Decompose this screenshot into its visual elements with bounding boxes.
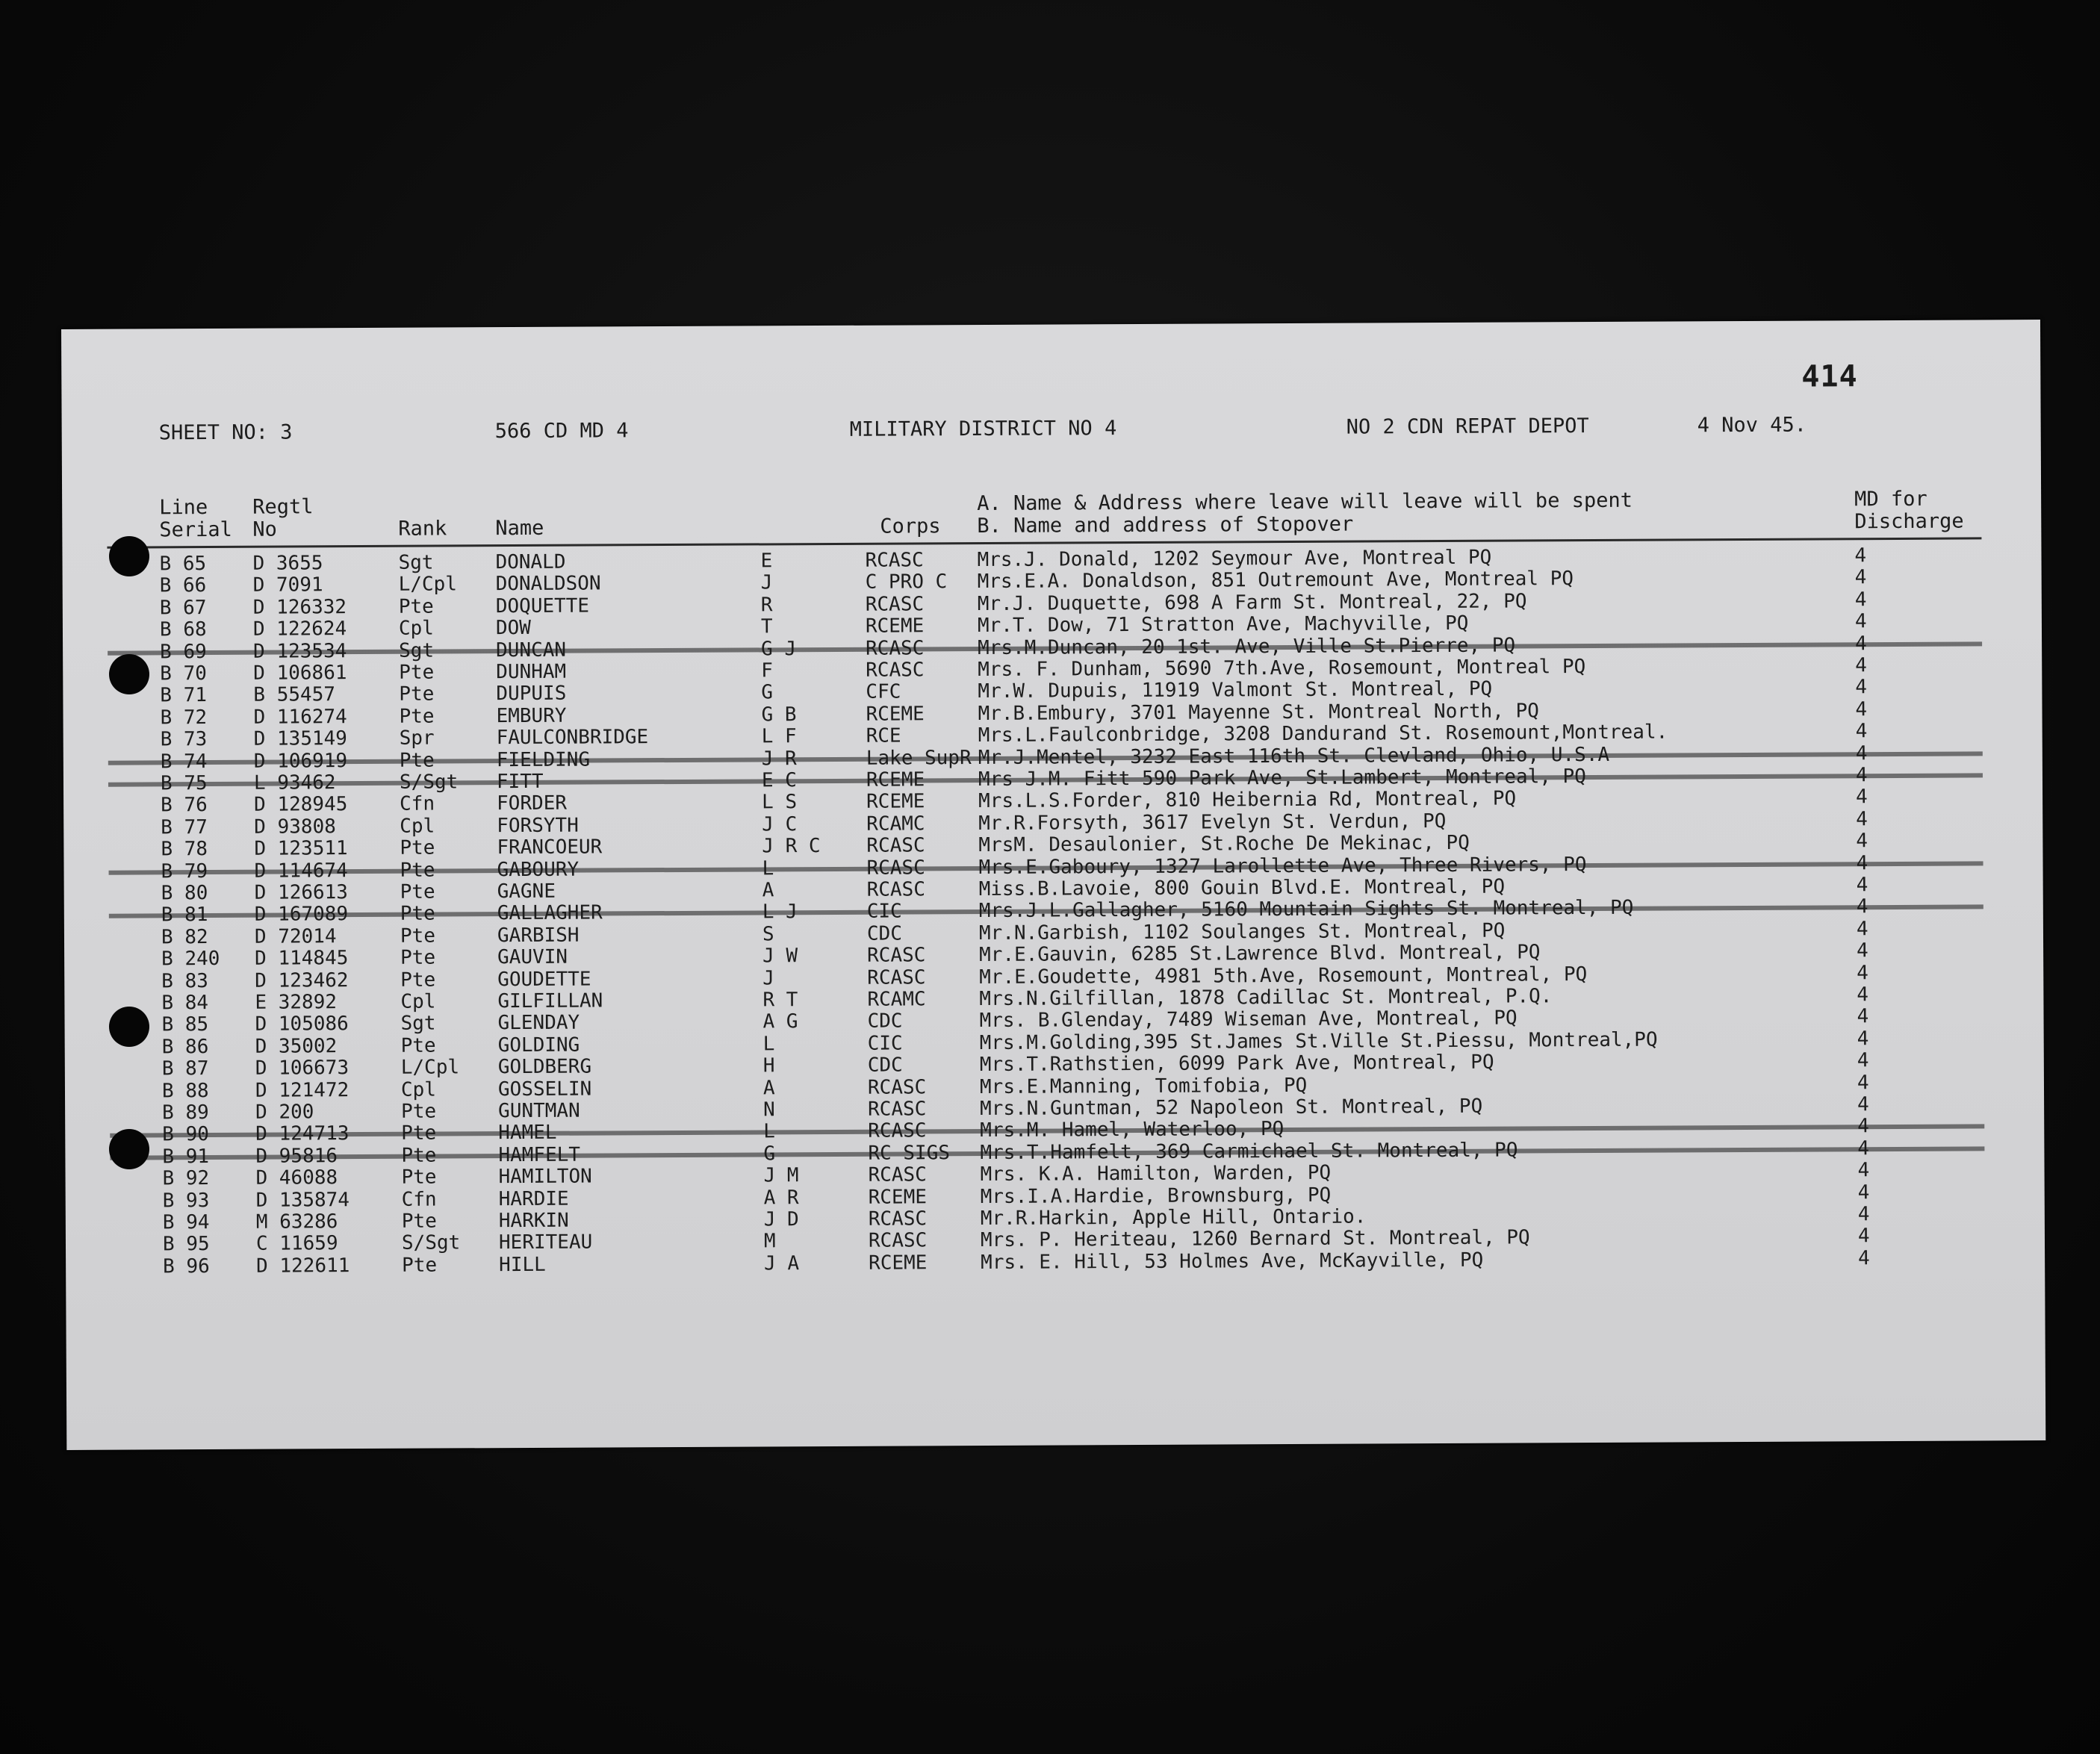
regtl-cell: M 63286 [255,1210,338,1234]
regtl-cell: D 121472 [255,1078,350,1102]
rank-cell: Pte [399,682,435,706]
regtl-cell: D 123462 [255,968,349,992]
rank-cell: Pte [400,836,435,859]
initials-cell: J R C [762,835,821,858]
punch-hole [109,1129,149,1169]
corps-cell: RCE [866,724,901,747]
address-cell: Mr.R.Harkin, Apple Hill, Ontario. [980,1205,1367,1230]
name-cell: DUNHAM [496,660,567,684]
corps-cell: RCAMC [867,988,926,1011]
rank-cell: Cpl [400,1078,437,1101]
regtl-cell: D 35002 [255,1035,338,1058]
regtl-cell: D 135874 [255,1188,350,1212]
name-cell: HARDIE [498,1187,569,1210]
initials-cell: H [762,1054,775,1077]
address-cell: Mrs.N.Guntman, 52 Napoleon St. Montreal, PQ [980,1095,1483,1121]
corps-cell: RCASC [868,1163,927,1187]
initials-cell: J W [762,945,798,968]
corps-cell: RCEME [866,790,925,814]
serial-cell: B 80 [161,882,208,905]
col-md-discharge: MD for Discharge [1854,487,1964,534]
serial-cell: B 240 [161,948,220,971]
rank-cell: Cfn [401,1188,437,1211]
initials-cell: L S [762,791,798,814]
address-cell: Mrs.N.Gilfillan, 1878 Cadillac St. Montreal, P.Q. [979,985,1553,1011]
name-cell: HAMILTON [498,1165,592,1189]
serial-cell: B 66 [159,574,207,597]
address-cell: MrsM. Desaulonier, St.Roche De Mekinac, PQ [978,831,1470,857]
name-cell: GILFILLAN [497,989,603,1013]
md-cell: 4 [1857,961,1868,984]
md-cell: 4 [1854,566,1867,589]
rank-cell: Cpl [398,617,435,640]
name-cell: GOSSELIN [497,1077,592,1101]
rank-cell: Pte [401,1210,437,1233]
regtl-cell: D 122624 [252,618,347,641]
serial-cell: B 84 [161,992,209,1015]
name-cell: DOW [495,617,532,640]
rank-cell: L/Cpl [398,573,458,597]
rank-cell: Pte [400,924,436,948]
md-cell: 4 [1856,786,1868,809]
corps-cell: C PRO C [865,570,948,594]
regtl-cell: D 135149 [253,727,347,750]
name-cell: FORSYTH [497,814,579,837]
regtl-cell: C 11659 [255,1232,338,1256]
district-title: MILITARY DISTRICT NO 4 [849,417,1117,441]
corps-cell: RCEME [866,703,925,726]
corps-cell: RCASC [868,1229,928,1253]
md-cell: 4 [1855,697,1868,721]
rank-cell: Pte [400,946,436,969]
address-cell: Mrs. B.Glenday, 7489 Wiseman Ave, Montreal, PQ [979,1007,1517,1033]
name-cell: GARBISH [497,924,580,947]
rank-cell: Pte [401,1100,437,1123]
name-cell: GAUVIN [497,945,568,969]
md-cell: 4 [1855,720,1868,743]
name-cell: DUPUIS [496,682,567,706]
initials-cell: J C [762,812,798,836]
regtl-cell: D 3655 [252,552,323,575]
initials-cell: R T [762,989,798,1012]
punch-hole [109,536,149,576]
md-cell: 4 [1857,1071,1869,1094]
corps-cell: CFC [866,680,901,704]
md-cell: 4 [1857,939,1868,962]
serial-cell: B 95 [162,1233,210,1256]
initials-cell: L F [761,725,797,748]
punch-hole [109,654,149,694]
address-cell: Mrs. K.A. Hamilton, Warden, PQ [980,1161,1332,1187]
rank-cell: Pte [400,1034,436,1057]
rank-cell: Cfn [400,792,435,816]
md-cell: 4 [1857,1181,1870,1204]
rank-cell: Pte [402,1254,438,1277]
depot-name: NO 2 CDN REPAT DEPOT [1346,414,1589,439]
address-cell: Mrs. F. Dunham, 5690 7th.Ave, Rosemount, Montreal PQ [978,656,1586,682]
rank-cell: Sgt [398,551,434,574]
name-cell: GOUDETTE [497,968,591,991]
initials-cell: N [763,1098,775,1122]
address-cell: Mrs. E. Hill, 53 Holmes Ave, McKayville, PQ [981,1248,1484,1274]
name-cell: EMBURY [496,704,567,727]
serial-cell: B 96 [163,1254,210,1278]
rank-cell: Pte [400,968,436,992]
initials-cell: R [760,594,773,617]
initials-cell: A R [763,1186,799,1210]
regtl-cell: D 93808 [254,815,336,839]
name-cell: DOQUETTE [495,594,590,618]
nominal-roll-sheet [61,320,2045,1450]
regtl-cell: D 126613 [254,881,348,904]
address-cell: Mrs. P. Heriteau, 1260 Bernard St. Montreal, PQ [980,1226,1530,1252]
serial-cell: B 71 [160,684,208,707]
address-cell: Mrs.E.A. Donaldson, 851 Outremount Ave, Montreal PQ [977,567,1574,594]
name-cell: GAGNE [497,880,556,904]
md-cell: 4 [1857,1027,1869,1051]
serial-cell: B 93 [162,1189,210,1212]
initials-cell: E [760,550,773,573]
serial-cell: B 67 [159,596,207,620]
md-cell: 4 [1854,610,1867,633]
rank-cell: Pte [399,705,435,728]
corps-cell: CDC [867,1054,903,1077]
initials-cell: A [762,1076,775,1100]
initials-cell: J M [763,1164,799,1187]
serial-cell: B 92 [162,1167,210,1190]
name-cell: GUNTMAN [498,1099,580,1123]
name-cell: FORDER [497,792,568,815]
serial-cell: B 65 [159,553,207,576]
address-cell: Mr.T. Dow, 71 Stratton Ave, Machyville, PQ [977,612,1469,638]
corps-cell: RCAMC [866,812,925,836]
md-cell: 4 [1856,807,1868,831]
regtl-cell: D 114845 [255,947,349,970]
rank-cell: Cpl [400,990,436,1013]
rank-cell: Pte [399,661,435,684]
rank-cell: L/Cpl [400,1056,460,1079]
regtl-cell: B 55457 [253,683,336,707]
corps-cell: RCASC [866,878,926,901]
corps-cell: RCASC [866,834,925,857]
corps-cell: RCASC [868,1207,928,1231]
address-cell: Mr.B.Embury, 3701 Mayenne St. Montreal North, PQ [978,700,1539,725]
md-cell: 4 [1857,1225,1870,1248]
serial-cell: B 73 [160,728,208,751]
name-cell: DONALDSON [495,572,601,596]
address-cell: Mrs.I.A.Hardie, Brownsburg, PQ [980,1184,1332,1208]
corps-cell: RCASC [867,965,926,989]
initials-cell: J D [763,1208,799,1231]
corps-cell: CIC [867,1032,903,1055]
punch-hole [109,1007,149,1047]
address-cell: Mr.J. Duquette, 698 A Farm St. Montreal, 22, PQ [977,590,1527,615]
corps-cell: RCASC [865,593,925,616]
regtl-cell: D 105086 [255,1013,349,1036]
name-cell: GOLDING [497,1033,580,1057]
col-name: Name [495,516,544,541]
col-address: A. Name & Address where leave will leave will be spent B. Name and address of Stopover [977,488,1633,538]
col-line-serial: Line Serial [159,496,232,542]
initials-cell: A [762,879,774,902]
serial-cell: B 85 [161,1013,209,1036]
address-cell: Mrs.M.Golding,395 St.James St.Ville St.Piessu, Montreal,PQ [979,1028,1658,1054]
md-cell: 4 [1855,676,1868,699]
sheet-date: 4 Nov 45. [1697,413,1807,438]
initials-cell: F [761,659,773,682]
col-corps: Corps [880,514,941,538]
initials-cell: S [762,923,774,946]
name-cell: FRANCOEUR [497,836,603,859]
address-cell: Mrs.T.Rathstien, 6099 Park Ave, Montreal, PQ [979,1051,1494,1077]
serial-cell: B 72 [160,706,208,730]
address-cell: Mr.N.Garbish, 1102 Soulanges St. Montreal, PQ [978,919,1506,945]
address-cell: Mr.W. Dupuis, 11919 Valmont St. Montreal, PQ [978,678,1493,703]
initials-cell: T [760,615,773,638]
md-cell: 4 [1856,874,1868,897]
serial-cell: B 70 [160,662,207,685]
regtl-cell: D 126332 [252,595,347,619]
initials-cell: M [763,1230,776,1253]
col-rank: Rank [398,517,447,541]
regtl-cell: D 128945 [254,793,348,817]
regtl-cell: D 72014 [254,925,337,948]
serial-cell: B 78 [161,838,208,861]
address-cell: Mr.E.Goudette, 4981 5th.Ave, Rosemount, Montreal, PQ [979,962,1588,989]
name-cell: HARKIN [498,1209,569,1233]
name-cell: GLENDAY [497,1012,580,1035]
corps-cell: RCASC [865,549,924,572]
serial-cell: B 86 [161,1035,209,1059]
md-cell: 4 [1857,1093,1869,1116]
address-cell: Miss.B.Lavoie, 800 Gouin Blvd.E. Montreal, PQ [978,875,1506,901]
rank-cell: Spr [399,727,435,750]
serial-cell: B 82 [161,925,208,949]
corps-cell: CDC [867,1010,903,1033]
address-cell: Mr.R.Forsyth, 3617 Evelyn St. Verdun, PQ [978,809,1447,835]
md-cell: 4 [1854,588,1867,612]
serial-cell: B 68 [159,618,207,641]
serial-cell: B 88 [161,1079,209,1102]
corps-cell: RCEME [869,1251,928,1275]
md-cell: 4 [1856,830,1868,853]
regtl-cell: D 106861 [253,662,347,685]
serial-cell: B 83 [161,969,208,992]
corps-cell: CDC [866,922,903,945]
regtl-cell: E 32892 [255,991,338,1014]
rank-cell: S/Sgt [401,1231,461,1255]
corps-cell: RCASC [867,1075,927,1099]
name-cell: HERITEAU [498,1231,593,1254]
regtl-cell: D 123511 [254,837,348,860]
corps-cell: RCASC [866,659,925,682]
address-cell: Mr.E.Gauvin, 6285 St.Lawrence Blvd. Montreal, PQ [979,941,1541,967]
rank-cell: Pte [401,1166,437,1189]
page-number-stamp: 414 [1801,359,1858,394]
initials-cell: J [760,571,773,594]
corps-cell: RCEME [868,1185,928,1209]
md-cell: 4 [1857,1203,1870,1226]
name-cell: DONALD [495,550,566,574]
unit-designation: 566 CD MD 4 [494,419,629,444]
name-cell: FAULCONBRIDGE [496,726,649,750]
md-cell: 4 [1857,1159,1870,1182]
md-cell: 4 [1857,983,1869,1007]
name-cell: GOLDBERG [497,1055,592,1079]
md-cell: 4 [1857,1005,1869,1028]
serial-cell: B 87 [161,1057,209,1080]
rank-cell: Cpl [400,815,435,838]
regtl-cell: D 122611 [256,1254,350,1278]
md-cell: 4 [1858,1246,1870,1270]
initials-cell: G B [761,703,797,727]
address-cell: Mrs.L.Faulconbridge, 3208 Dandurand St. Rosemount,Montreal. [978,721,1668,747]
initials-cell: J [762,966,774,990]
address-cell: Mrs.L.S.Forder, 810 Heibernia Rd, Montreal, PQ [978,787,1517,813]
initials-cell: A G [762,1010,798,1033]
serial-cell: B 94 [162,1211,210,1234]
rank-cell: Pte [400,880,435,904]
rank-cell: Pte [398,595,434,618]
serial-cell: B 77 [161,815,208,839]
serial-cell: B 89 [162,1101,209,1125]
col-regtl-no: Regtl No [252,495,314,541]
initials-cell: J A [764,1251,800,1275]
md-cell: 4 [1857,1049,1869,1072]
corps-cell: RCASC [868,1098,927,1121]
address-cell: Mrs.E.Manning, Tomifobia, PQ [979,1074,1308,1098]
sheet-number: SHEET NO: 3 [158,420,293,445]
rank-cell: Sgt [400,1012,436,1036]
regtl-cell: D 7091 [252,573,323,597]
address-cell: Mrs.J. Donald, 1202 Seymour Ave, Montreal PQ [977,546,1492,572]
initials-cell: G [761,681,774,704]
regtl-cell: D 116274 [253,705,347,729]
regtl-cell: D 46088 [255,1166,338,1189]
name-cell: HILL [499,1253,546,1276]
regtl-cell: D 106673 [255,1057,350,1080]
corps-cell: RCEME [865,615,925,638]
md-cell: 4 [1854,544,1867,567]
initials-cell: L [762,1033,775,1056]
md-cell: 4 [1855,654,1867,677]
regtl-cell: D 200 [255,1101,314,1124]
serial-cell: B 76 [161,794,208,817]
md-cell: 4 [1856,917,1868,941]
corps-cell: RCASC [867,944,926,967]
